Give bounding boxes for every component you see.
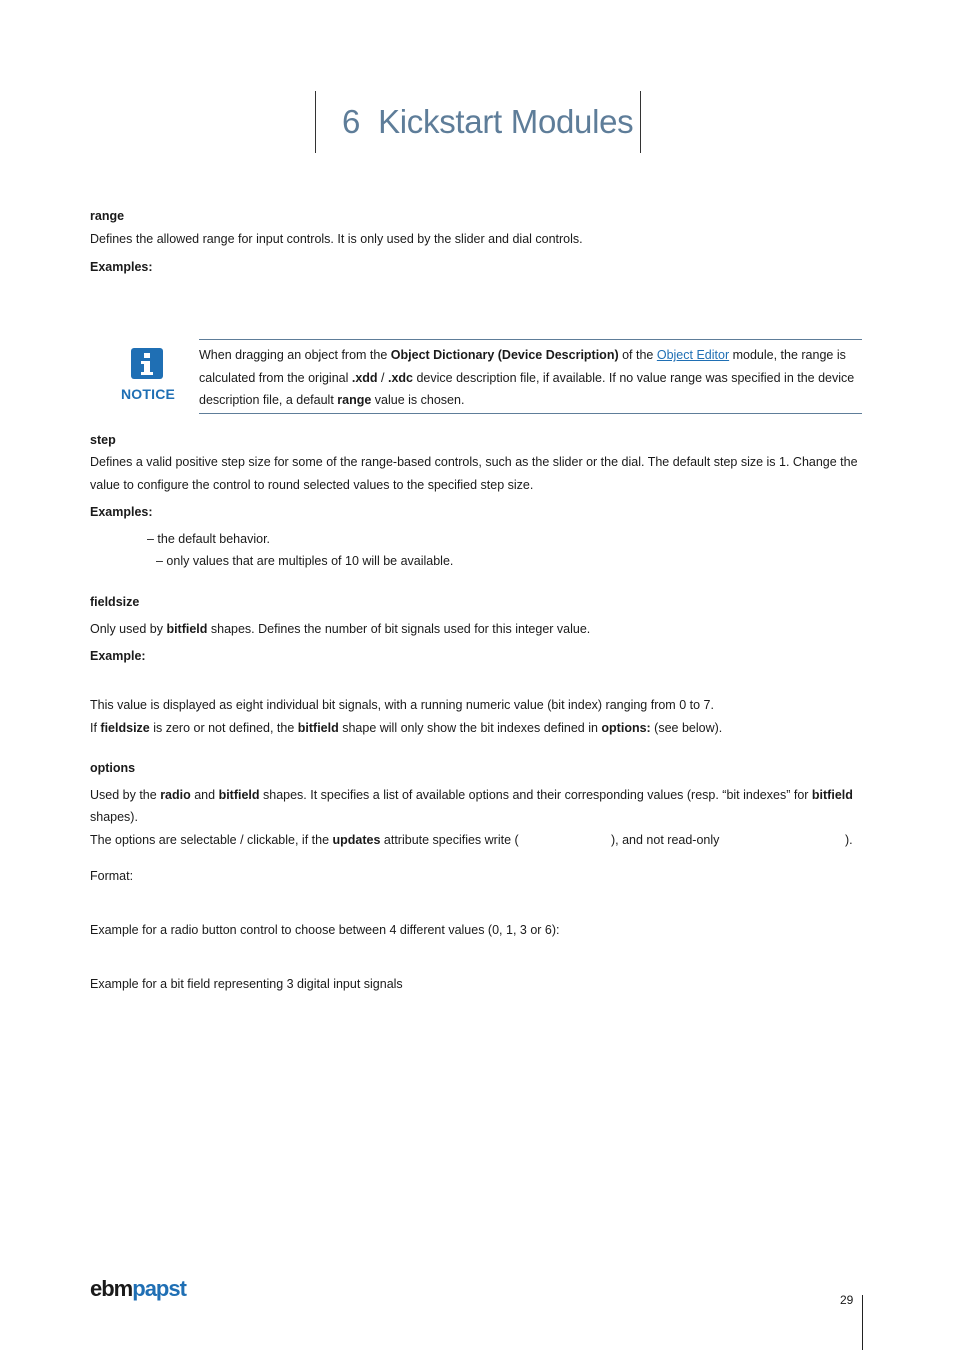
info-icon (131, 348, 163, 379)
footer-divider (862, 1295, 863, 1350)
notice-box (199, 339, 862, 414)
notice-label: NOTICE (121, 386, 176, 402)
chapter-header (315, 91, 641, 153)
fieldsize-undefined-note: If fieldsize is zero or not defined, the bitfield shape will only show the bit indexes defined in options: (see below). (90, 721, 723, 735)
fieldsize-example-explanation: This value is displayed as eight individual bit signals, with a running numeric value (bit index) ranging from 0 to 7. (90, 698, 714, 712)
options-description-line-1: Used by the radio and bitfield shapes. It specifies a list of available options and their corresponding values (resp. “bit indexes” for bitfield (90, 788, 853, 802)
fieldsize-heading: fieldsize (90, 595, 140, 609)
chapter-title (342, 103, 633, 141)
page-number: 29 (840, 1293, 854, 1307)
options-note-end: ). (845, 833, 853, 847)
options-radio-example: Example for a radio button control to choose between 4 different values (0, 1, 3 or 6): (90, 923, 560, 937)
range-heading: range (90, 209, 125, 223)
chapter-number: 6 (342, 103, 361, 140)
options-bitfield-example: Example for a bit field representing 3 digital input signals (90, 977, 403, 991)
step-example-1: – the default behavior. (147, 532, 271, 546)
options-heading: options (90, 761, 136, 775)
step-description-line-1: Defines a valid positive step size for some of the range-based controls, such as the slider or the dial. The default step size is 1. Change the (90, 455, 858, 469)
options-selectable-note: The options are selectable / clickable, if the updates attribute specifies write ( (90, 833, 519, 847)
notice-line-2: calculated from the original .xdd / .xdc device description file, if available. If no value range was specified in the device (199, 370, 855, 385)
notice-line-1: When dragging an object from the Object Dictionary (Device Description) of the Object Editor module, the range is (199, 348, 846, 362)
step-example-2: – only values that are multiples of 10 will be available. (156, 554, 454, 568)
ebmpapst-logo: ebmpapst (90, 1276, 186, 1301)
notice-line-3: description file, a default range value is chosen. (199, 393, 465, 407)
chapter-title-text: Kickstart Modules (378, 103, 634, 140)
options-description-line-2: shapes). (90, 810, 138, 824)
notice-text (199, 344, 854, 412)
range-examples-label: Examples: (90, 260, 153, 274)
range-description: Defines the allowed range for input controls. It is only used by the slider and dial controls. (90, 232, 583, 246)
fieldsize-example-label: Example: (90, 649, 146, 663)
step-description-line-2: value to configure the control to round selected values to the specified step size. (90, 478, 534, 492)
step-examples-label: Examples: (90, 505, 153, 519)
fieldsize-description: Only used by bitfield shapes. Defines the number of bit signals used for this integer value. (90, 622, 591, 636)
options-format-label: Format: (90, 869, 134, 883)
object-editor-link[interactable]: Object Editor (656, 348, 730, 362)
step-heading: step (90, 433, 116, 447)
options-readonly-note: ), and not read-only (611, 833, 720, 847)
